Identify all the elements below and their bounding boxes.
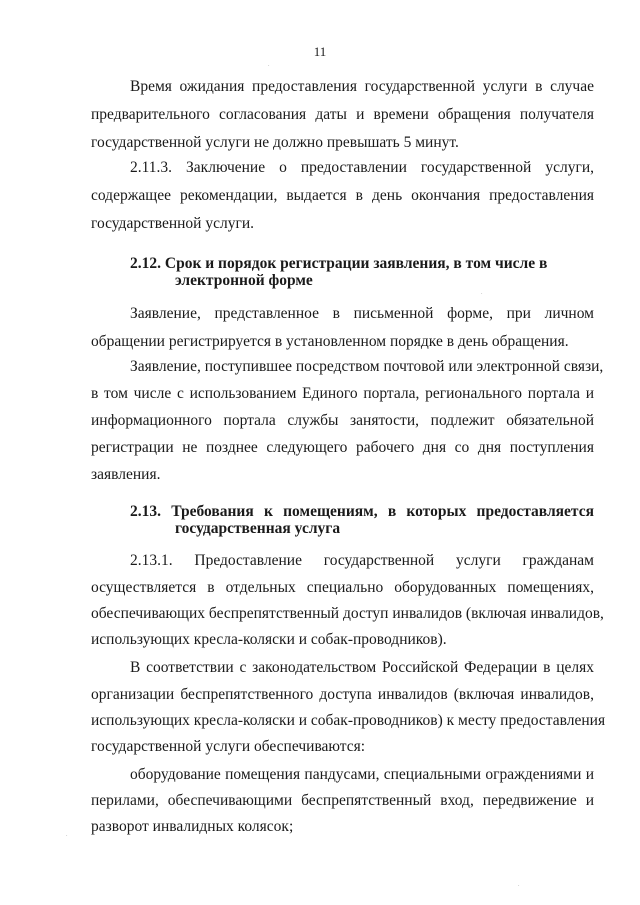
page-number: 11 <box>313 44 327 59</box>
heading-line: электронной форме <box>175 272 313 289</box>
text-line: 2.11.3. Заключение о предоставлении государственной услуги, <box>130 159 594 176</box>
heading-line: 2.13. Требования к помещениям, в которых предоставляется <box>130 503 594 520</box>
text-line: Время ожидания предоставления государственной услуги в случае <box>130 78 594 95</box>
text-line: Заявление, поступившее посредством почтовой или электронной связи, <box>130 358 604 375</box>
text-line: содержащее рекомендации, выдается в день окончания предоставления <box>91 187 594 204</box>
text-line: организации беспрепятственного доступа инвалидов (включая инвалидов, <box>91 686 594 703</box>
heading-line: 2.12. Срок и порядок регистрации заявления, в том числе в <box>130 255 548 272</box>
text-line: оборудование помещения пандусами, специальными ограждениями и <box>130 766 594 783</box>
text-line: 2.13.1. Предоставление государственной услуги гражданам <box>130 552 594 569</box>
text-line: В соответствии с законодательством Российской Федерации в целях <box>130 659 594 676</box>
text-line: в том числе с использованием Единого портала, регионального портала и <box>91 385 594 402</box>
text-line: обращении регистрируется в установленном порядке в день обращения. <box>91 333 569 350</box>
text-line: заявления. <box>91 466 161 483</box>
text-line: перилами, обеспечивающими беспрепятственный вход, передвижение и <box>91 792 594 809</box>
scan-speck: . <box>481 290 483 296</box>
text-line: осуществляется в отдельных специально оборудованных помещениях, <box>91 579 594 596</box>
text-line: регистрации не позднее следующего рабочего дня со дня поступления <box>91 439 594 456</box>
text-line: государственной услуги. <box>91 215 254 232</box>
text-line: информационного портала службы занятости, подлежит обязательной <box>91 412 594 429</box>
scan-speck: . <box>518 882 520 888</box>
text-line: разворот инвалидных колясок; <box>91 818 294 835</box>
scan-speck: . <box>66 832 68 838</box>
heading-line: государственная услуга <box>175 520 341 537</box>
text-line: использующих кресла-коляски и собак-проводников). <box>91 631 447 648</box>
text-line: государственной услуги не должно превышать 5 минут. <box>91 134 459 151</box>
text-line: использующих кресла-коляски и собак-проводников) к месту предоставления <box>91 712 606 729</box>
text-line: государственной услуги обеспечиваются: <box>91 738 366 755</box>
scan-speck: . <box>268 62 270 68</box>
text-line: обеспечивающих беспрепятственный доступ инвалидов (включая инвалидов, <box>91 605 604 622</box>
text-line: Заявление, представленное в письменной форме, при личном <box>130 305 594 322</box>
text-line: предварительного согласования даты и времени обращения получателя <box>91 106 594 123</box>
